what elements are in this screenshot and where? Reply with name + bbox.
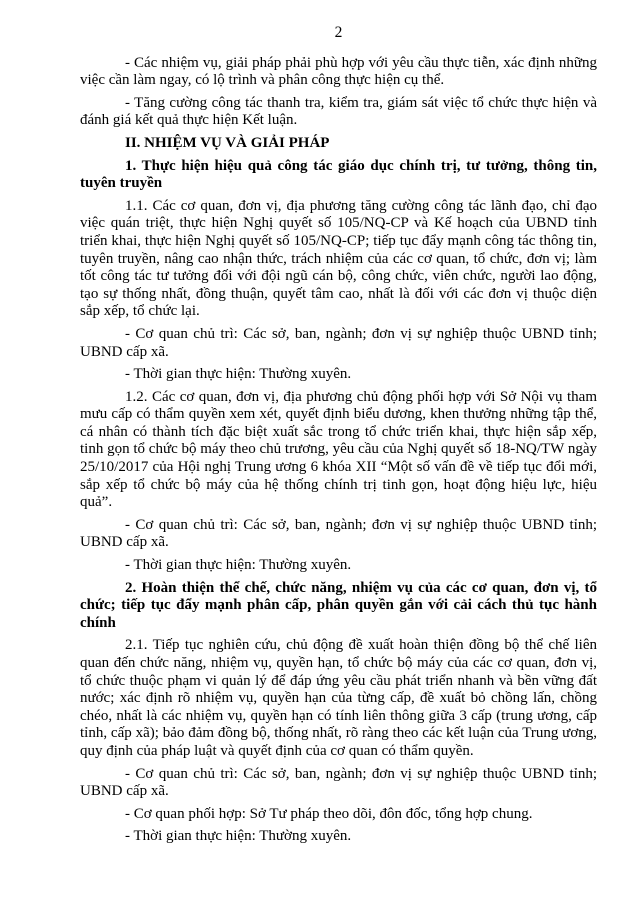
paragraph-coordinating-agency: - Cơ quan phối hợp: Sở Tư pháp theo dõi, đôn đốc, tổng hợp chung. (125, 805, 533, 822)
paragraph-1-2: 1.2. Các cơ quan, đơn vị, địa phương chủ động phối hợp với Sở Nội vụ tham mưu cấp có thẩm quyền xem xét, quyết định biểu dương, khen thưởng những tập thể, cá nhân có thành tích đặc biệt xuất sắc trong tổ chức triển khai, thực hiện sắp xếp, tinh gọn tổ chức bộ máy theo chủ trương, yêu cầu của Nghị quyết số 18-NQ/TW ngày 25/10/2017 của Hội nghị Trung ương 6 khóa XII “Một số vấn đề về tiếp tục đổi mới, sắp xếp tổ chức bộ máy của hệ thống chính trị tinh gọn, hoạt động hiệu lực, hiệu quả”. (80, 388, 597, 511)
document-body (80, 55, 597, 846)
paragraph-lead-agency-1-1: - Cơ quan chủ trì: Các sở, ban, ngành; đơn vị sự nghiệp thuộc UBND tỉnh; UBND cấp xã. (80, 325, 597, 360)
paragraph-dash-tasks-solutions: - Các nhiệm vụ, giải pháp phải phù hợp với yêu cầu thực tiễn, xác định những việc cần làm ngay, có lộ trình và phân công thực hiện cụ thể. (80, 54, 597, 89)
paragraph-1-1: 1.1. Các cơ quan, đơn vị, địa phương tăng cường công tác lãnh đạo, chỉ đạo việc quán triệt, thực hiện Nghị quyết số 105/NQ-CP và Kế hoạch của UBND tỉnh triển khai, thực hiện Nghị quyết số 105/NQ-CP; tiếp tục đẩy mạnh công tác thông tin, tuyên truyền, nâng cao nhận thức, trách nhiệm của các cơ quan, tổ chức, đơn vị; làm tốt công tác tư tưởng đối với đội ngũ cán bộ, công chức, viên chức, người lao động, tạo sự thống nhất, đồng thuận, quyết tâm cao, nhất là đối với các đơn vị thuộc diện sắp xếp, tổ chức lại. (80, 197, 597, 320)
paragraph-timeline-1-1: - Thời gian thực hiện: Thường xuyên. (125, 366, 352, 383)
paragraph-lead-agency-1-2: - Cơ quan chủ trì: Các sở, ban, ngành; đơn vị sự nghiệp thuộc UBND tỉnh; UBND cấp xã. (80, 516, 597, 551)
paragraph-2-1: 2.1. Tiếp tục nghiên cứu, chủ động đề xuất hoàn thiện đồng bộ thể chế liên quan đến chức năng, nhiệm vụ, quyền hạn, tổ chức bộ máy của các cơ quan, đơn vị, tổ chức thuộc phạm vi quản lý để đáp ứng yêu cầu phát triển nhanh và bền vững đất nước; xác định rõ nhiệm vụ, quyền hạn của từng cấp, đề xuất bỏ chồng lấn, chồng chéo, nhất là các nhiệm vụ, quyền hạn có tính liên thông giữa 3 cấp (trung ương, cấp tỉnh, cấp xã); bảo đảm đồng bộ, thống nhất, rõ ràng theo các kết luận của Trung ương, quy định của pháp luật và quyết định của cơ quan có thẩm quyền. (80, 637, 597, 759)
page-number: 2 (334, 24, 343, 41)
subsection-heading-1: 1. Thực hiện hiệu quả công tác giáo dục chính trị, tư tưởng, thông tin, tuyên truyền (80, 157, 597, 192)
paragraph-timeline-2-1: - Thời gian thực hiện: Thường xuyên. (125, 828, 352, 845)
paragraph-timeline-1-2: - Thời gian thực hiện: Thường xuyên. (125, 557, 352, 574)
paragraph-dash-inspection: - Tăng cường công tác thanh tra, kiểm tra, giám sát việc tổ chức thực hiện và đánh giá kết quả thực hiện Kết luận. (80, 94, 597, 129)
subsection-heading-2: 2. Hoàn thiện thể chế, chức năng, nhiệm vụ của các cơ quan, đơn vị, tổ chức; tiếp tục đẩy mạnh phân cấp, phân quyền gắn với cải cách thủ tục hành chính (80, 579, 597, 631)
section-heading-ii: II. NHIỆM VỤ VÀ GIẢI PHÁP (125, 134, 330, 151)
paragraph-lead-agency-2-1: - Cơ quan chủ trì: Các sở, ban, ngành; đơn vị sự nghiệp thuộc UBND tỉnh; UBND cấp xã. (80, 765, 597, 800)
